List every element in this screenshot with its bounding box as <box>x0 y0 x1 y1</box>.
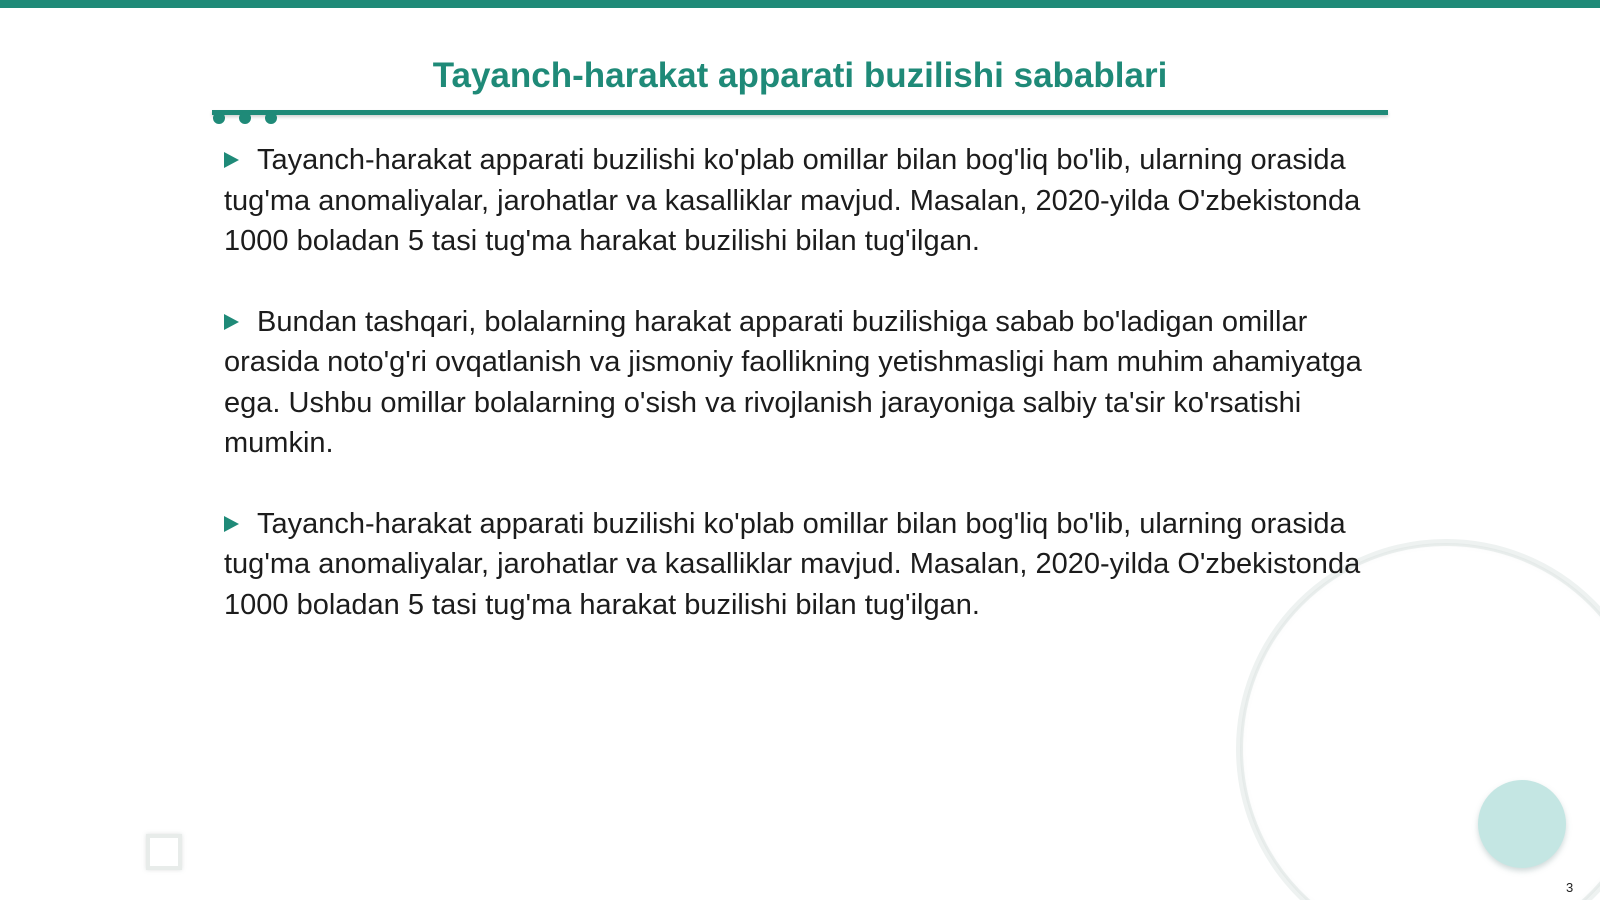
decorative-circle <box>1478 780 1566 868</box>
triangle-bullet-icon <box>224 516 239 532</box>
decorative-square <box>146 834 182 870</box>
bullet-text: Tayanch-harakat apparati buzilishi ko'plab omillar bilan bog'liq bo'lib, ularning orasida tug'ma anomaliyalar, jarohatlar va kasalliklar mavjud. Masalan, 2020-yilda O'zbekistonda 1000 boladan 5 tasi tug'ma harakat buzilishi bilan tug'ilgan. <box>224 144 1361 257</box>
triangle-bullet-icon <box>224 152 239 168</box>
slide-title: Tayanch-harakat apparati buzilishi sabablari <box>432 56 1168 95</box>
bullet-paragraph <box>224 504 1380 626</box>
top-accent-bar <box>0 0 1600 8</box>
ornament-dot <box>213 112 225 124</box>
bullet-text: Tayanch-harakat apparati buzilishi ko'plab omillar bilan bog'liq bo'lib, ularning orasida tug'ma anomaliyalar, jarohatlar va kasalliklar mavjud. Masalan, 2020-yilda O'zbekistonda 1000 boladan 5 tasi tug'ma harakat buzilishi bilan tug'ilgan. <box>224 507 1361 621</box>
triangle-bullet-icon <box>224 314 239 330</box>
bullet-list <box>224 140 1380 665</box>
bullet-text: Bundan tashqari, bolalarning harakat apparati buzilishiga sabab bo'ladigan omillar orasida noto'g'ri ovqatlanish va jismoniy faollikning yetishmasligi ham muhim ahamiyatga ega. Ushbu omillar bolalarning o'sish va rivojlanish jarayoniga salbiy ta'sir ko'rsatishi mumkin. <box>224 305 1362 459</box>
title-underline <box>212 110 1388 115</box>
title-dots-ornament <box>213 112 283 126</box>
page-number: 3 <box>1566 880 1574 895</box>
ornament-dot <box>239 112 251 124</box>
bullet-paragraph <box>224 140 1380 262</box>
bullet-paragraph <box>224 302 1380 464</box>
ornament-dot <box>265 112 277 124</box>
